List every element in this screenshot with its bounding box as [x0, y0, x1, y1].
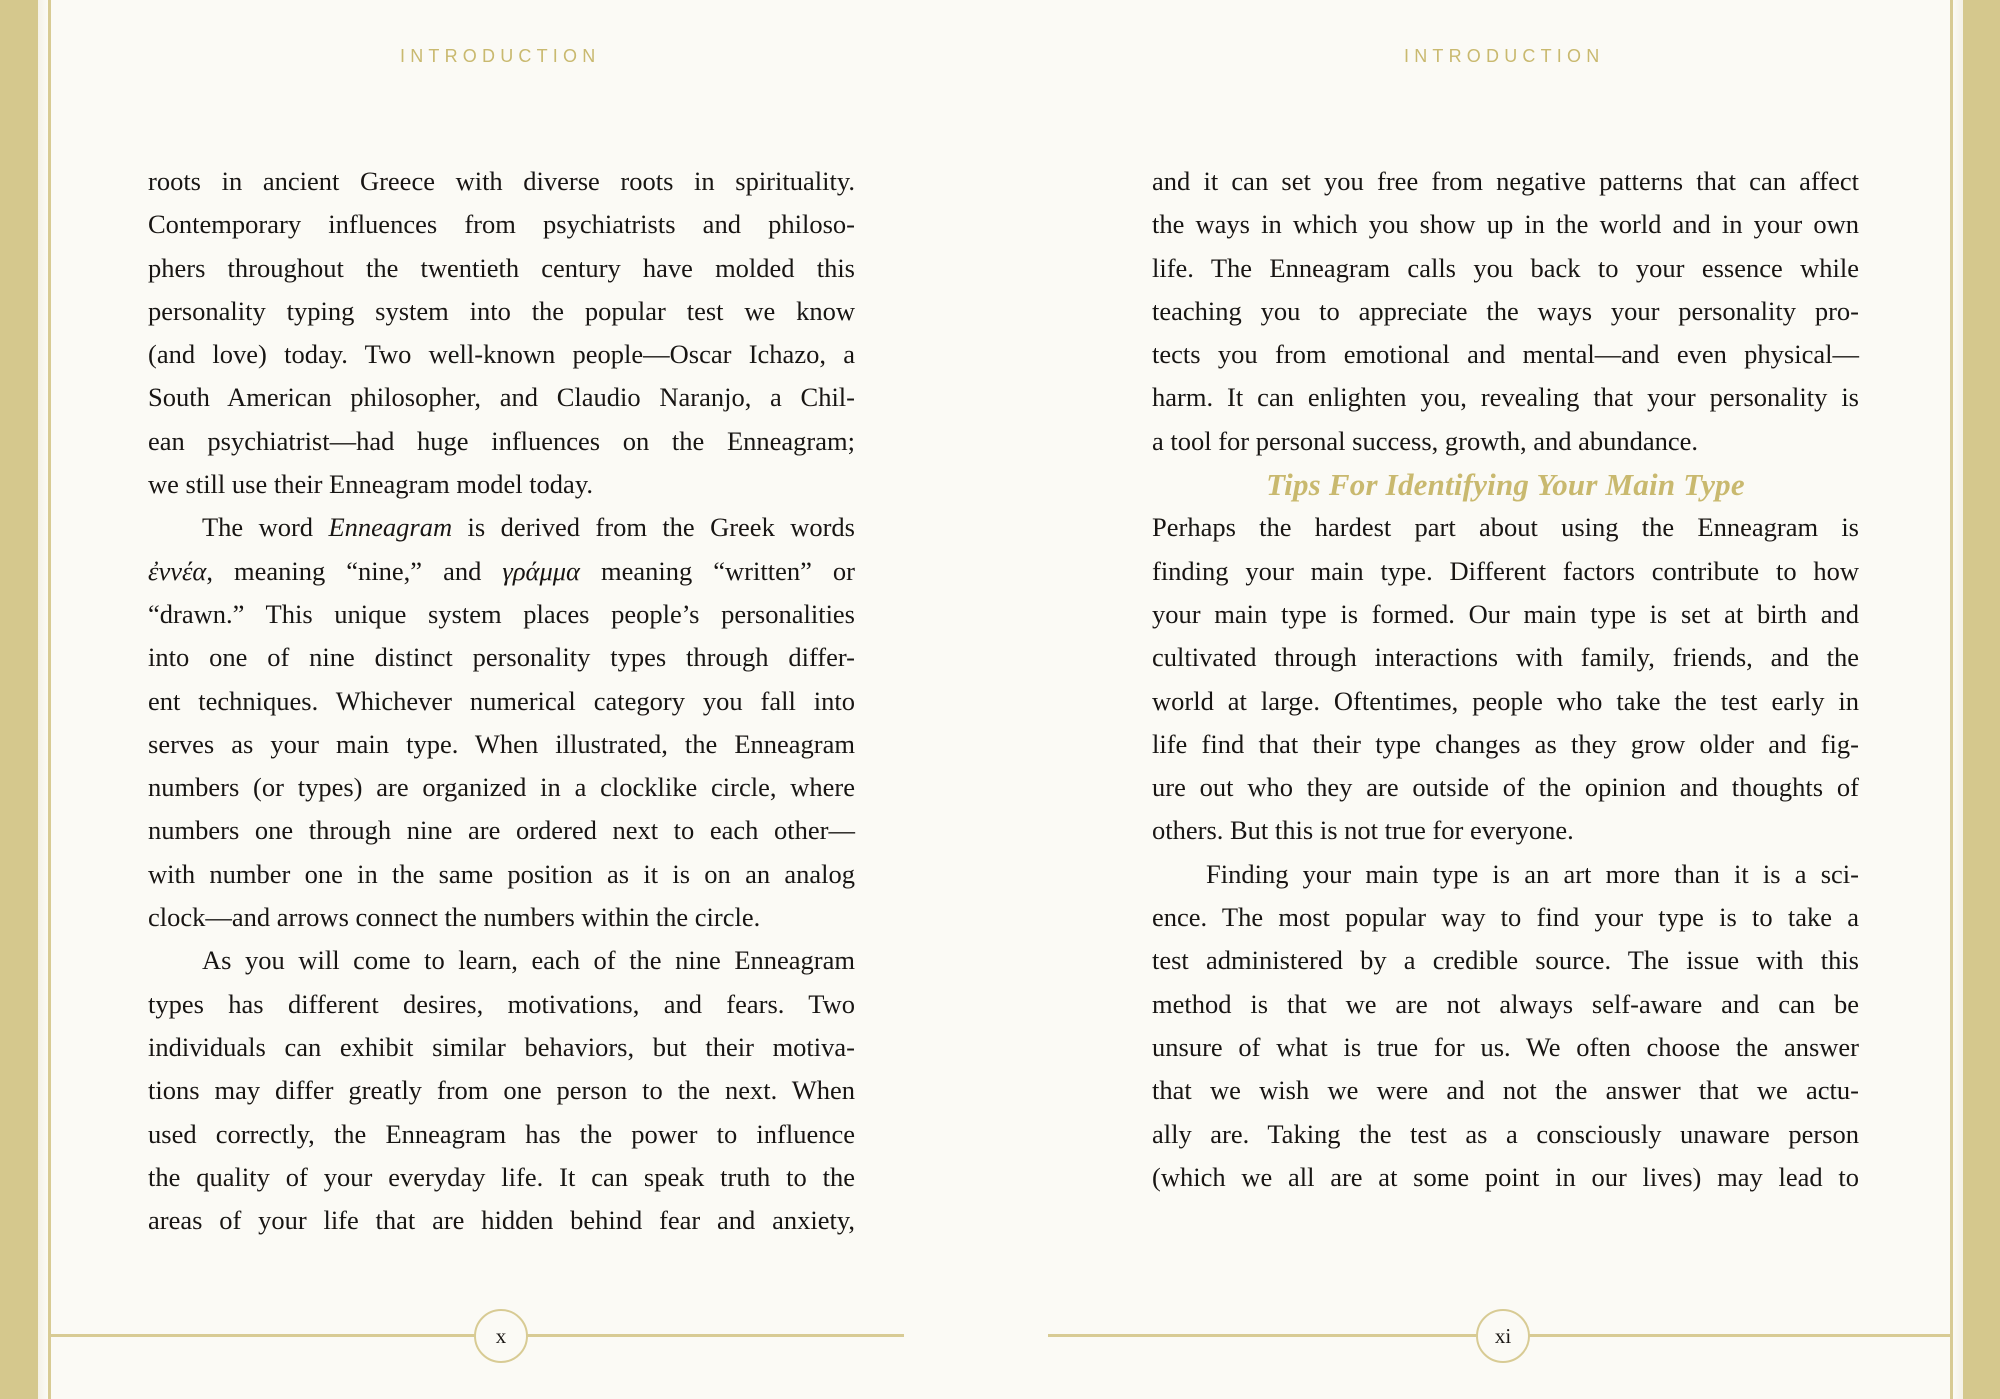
text-line: numbers (or types) are organized in a clocklike circle, where [148, 772, 855, 803]
keyline-left [48, 0, 51, 1399]
text-line: teaching you to appreciate the ways your personality pro- [1152, 295, 1859, 326]
text-line: your main type is formed. Our main type is set at birth and [1152, 598, 1859, 629]
text-line: and it can set you free from negative patterns that can affect [1152, 166, 1859, 196]
text-line: into one of nine distinct personality types through differ- [148, 642, 855, 673]
text-line: tions may differ greatly from one person to the next. When [148, 1075, 855, 1106]
text-line: that we wish we were and not the answer that we actu- [1152, 1075, 1859, 1106]
text-line: ent techniques. Whichever numerical category you fall into [148, 685, 855, 716]
cover-band-right [1963, 0, 2000, 1399]
text-line: personality typing system into the popular test we know [148, 295, 855, 326]
paragraph [1152, 506, 1859, 852]
text-line: ence. The most popular way to find your type is to take a [1152, 902, 1859, 933]
text-line: cultivated through interactions with family, friends, and the [1152, 642, 1859, 673]
text-line: Finding your main type is an art more than it is a sci- [1206, 858, 1859, 889]
text-line: others. But this is not true for everyone. [1152, 815, 1574, 846]
paragraph [1152, 853, 1859, 1199]
text-line: Perhaps the hardest part about using the Enneagram is [1152, 512, 1859, 543]
page-number-left: x [474, 1309, 528, 1363]
paragraph [148, 939, 855, 1242]
text-line: serves as your main type. When illustrated, the Enneagram [148, 728, 855, 759]
text-line: Contemporary influences from psychiatrists and philoso- [148, 209, 855, 240]
text-line: South American philosopher, and Claudio Naranjo, a Chil- [148, 382, 855, 413]
gutter-shade-right [1953, 0, 1963, 1399]
italic-term: Enneagram [328, 512, 453, 543]
text-column-right [1152, 160, 1859, 1199]
text-line: with number one in the same position as it is on an analog [148, 858, 855, 889]
text-line: roots in ancient Greece with diverse roots in spirituality. [148, 166, 855, 196]
running-head-right: INTRODUCTION [1404, 46, 1605, 66]
text-column-left [148, 160, 855, 1242]
text-line: phers throughout the twentieth century have molded this [148, 252, 855, 283]
paragraph [148, 160, 855, 506]
text-line: finding your main type. Different factors contribute to how [1152, 555, 1859, 586]
greek-term: ἐννέα [148, 555, 207, 586]
gutter-shade-left [38, 0, 48, 1399]
text-line: clock—and arrows connect the numbers within the circle. [148, 902, 761, 933]
text-line: test administered by a credible source. The issue with this [1152, 945, 1859, 976]
text-line: ean psychiatrist—had huge influences on the Enneagram; [148, 425, 855, 456]
text-line: areas of your life that are hidden behind fear and anxiety, [148, 1205, 855, 1236]
paragraph [148, 506, 855, 939]
text-line: ally are. Taking the test as a consciously unaware person [1152, 1118, 1859, 1149]
text-line: harm. It can enlighten you, revealing that your personality is [1152, 382, 1859, 413]
text-line: (and love) today. Two well-known people—Oscar Ichazo, a [148, 339, 855, 370]
text-line: ἐννέα, meaning “nine,” and γράμμα meaning “written” or [148, 555, 855, 586]
text-line: the ways in which you show up in the world and in your own [1152, 209, 1859, 240]
text-line: The word Enneagram is derived from the Greek words [202, 512, 855, 543]
text-line: numbers one through nine are ordered next to each other— [148, 815, 855, 846]
keyline-right [1950, 0, 1953, 1399]
text-line: (which we all are at some point in our lives) may lead to [1152, 1161, 1859, 1192]
text-line: world at large. Oftentimes, people who take the test early in [1152, 685, 1859, 716]
greek-term: γράμμα [502, 555, 580, 586]
running-head-left: INTRODUCTION [400, 46, 601, 66]
text-line: “drawn.” This unique system places people’s personalities [148, 598, 855, 629]
text-line: As you will come to learn, each of the nine Enneagram [202, 945, 855, 976]
paragraph [1152, 160, 1859, 463]
text-line: used correctly, the Enneagram has the power to influence [148, 1118, 855, 1149]
text-line: life. The Enneagram calls you back to your essence while [1152, 252, 1859, 283]
section-subheading: Tips For Identifying Your Main Type [1266, 467, 1745, 503]
text-line: tects you from emotional and mental—and even physical— [1152, 339, 1859, 370]
cover-band-left [0, 0, 38, 1399]
page-number-right: xi [1476, 1309, 1530, 1363]
text-line: method is that we are not always self-aware and can be [1152, 988, 1859, 1019]
text-line: ure out who they are outside of the opinion and thoughts of [1152, 772, 1859, 803]
text-line: individuals can exhibit similar behaviors, but their motiva- [148, 1031, 855, 1062]
text-line: life find that their type changes as they grow older and fig- [1152, 728, 1859, 759]
text-line: the quality of your everyday life. It can speak truth to the [148, 1161, 855, 1192]
text-line: unsure of what is true for us. We often choose the answer [1152, 1031, 1859, 1062]
text-line: a tool for personal success, growth, and abundance. [1152, 425, 1699, 456]
text-line: we still use their Enneagram model today. [148, 469, 593, 500]
text-line: types has different desires, motivations, and fears. Two [148, 988, 855, 1019]
